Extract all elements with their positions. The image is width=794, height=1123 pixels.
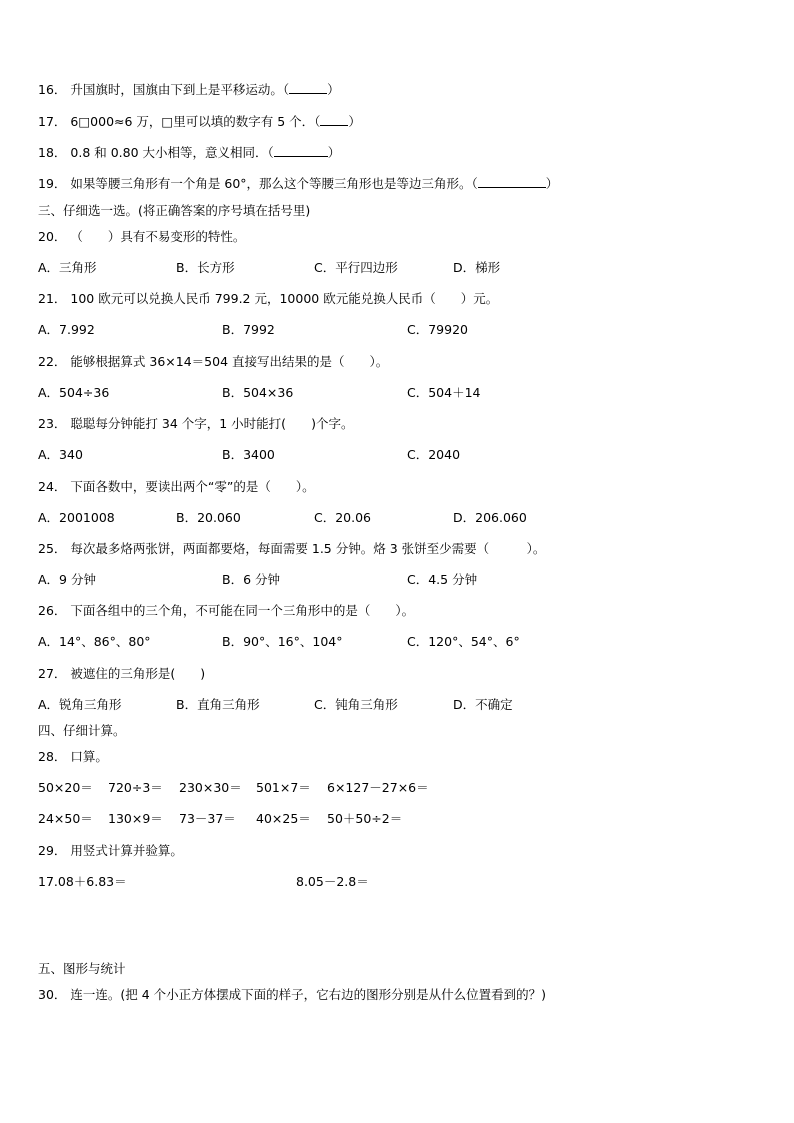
- question-number: 16．: [38, 82, 67, 97]
- mental-calc-item: 50＋50÷2＝: [327, 811, 403, 826]
- question-number: 23．: [38, 416, 67, 431]
- option-a[interactable]: A．9 分钟: [38, 572, 96, 587]
- question-text: 每次最多烙两张饼，两面都要烙，每面需要 1.5 分钟。烙 3 张饼至少需要（ ）。: [70, 541, 546, 556]
- question-text: 0.8 和 0.80 大小相等，意义相同．（: [70, 145, 274, 160]
- question-text: 下面各数中，要读出两个“零”的是（ ）。: [70, 479, 315, 494]
- question-text: 能够根据算式 36×14＝504 直接写出结果的是（ ）。: [70, 354, 389, 369]
- option-c[interactable]: C．504＋14: [407, 385, 481, 400]
- question-22: [38, 353, 388, 371]
- option-c[interactable]: C．79920: [407, 322, 468, 337]
- question-number: 28．: [38, 749, 67, 764]
- question-text: 100 欧元可以兑换人民币 799.2 元，10000 欧元能兑换人民币（ ）元。: [70, 291, 499, 306]
- close-paren: ）: [348, 114, 361, 129]
- question-text: 口算。: [70, 749, 108, 764]
- section-heading-4: 四、仔细计算。: [38, 723, 126, 738]
- question-text: 用竖式计算并验算。: [70, 843, 183, 858]
- option-a[interactable]: A．14°、86°、80°: [38, 634, 151, 649]
- question-number: 29．: [38, 843, 67, 858]
- option-b[interactable]: B．7992: [222, 322, 275, 337]
- question-20: [38, 228, 245, 246]
- question-number: 17．: [38, 114, 67, 129]
- answer-blank[interactable]: [274, 144, 328, 157]
- question-text: 连一连。(把 4 个小正方体摆成下面的样子，它右边的图形分别是从什么位置看到的？): [70, 987, 547, 1002]
- question-19: [38, 175, 558, 193]
- option-a[interactable]: A．三角形: [38, 260, 97, 275]
- option-a[interactable]: A．340: [38, 447, 83, 462]
- option-d[interactable]: D．不确定: [453, 697, 513, 712]
- close-paren: ）: [327, 82, 340, 97]
- question-text: 下面各组中的三个角，不可能在同一个三角形中的是（ ）。: [70, 603, 415, 618]
- question-23: [38, 415, 353, 433]
- question-28: [38, 748, 108, 766]
- question-number: 26．: [38, 603, 67, 618]
- mental-calc-item: 40×25＝: [256, 811, 311, 826]
- question-text: 如果等腰三角形有一个角是 60°，那么这个等腰三角形也是等边三角形。（: [70, 176, 478, 191]
- answer-blank[interactable]: [289, 81, 327, 94]
- option-d[interactable]: D．梯形: [453, 260, 501, 275]
- question-26: [38, 602, 414, 620]
- question-number: 21．: [38, 291, 67, 306]
- question-text: 聪聪每分钟能打 34 个字，1 小时能打( )个字。: [70, 416, 354, 431]
- written-calc-item: 17.08＋6.83＝: [38, 874, 127, 889]
- question-27: [38, 665, 205, 683]
- question-24: [38, 478, 315, 496]
- option-b[interactable]: B．90°、16°、104°: [222, 634, 343, 649]
- mental-calc-item: 130×9＝: [108, 811, 163, 826]
- option-a[interactable]: A．2001008: [38, 510, 115, 525]
- option-b[interactable]: B．3400: [222, 447, 275, 462]
- question-number: 24．: [38, 479, 67, 494]
- option-c[interactable]: C．平行四边形: [314, 260, 398, 275]
- mental-calc-item: 24×50＝: [38, 811, 93, 826]
- question-29: [38, 842, 183, 860]
- option-d[interactable]: D．206.060: [453, 510, 527, 525]
- question-number: 19．: [38, 176, 67, 191]
- option-b[interactable]: B．504×36: [222, 385, 294, 400]
- mental-calc-item: 230×30＝: [179, 780, 242, 795]
- question-number: 30．: [38, 987, 67, 1002]
- question-text: （ ）具有不易变形的特性。: [70, 229, 246, 244]
- question-16: [38, 81, 340, 99]
- option-a[interactable]: A．504÷36: [38, 385, 110, 400]
- option-b[interactable]: B．直角三角形: [176, 697, 260, 712]
- close-paren: ）: [545, 176, 559, 191]
- question-number: 18．: [38, 145, 67, 160]
- written-calc-item: 8.05－2.8＝: [296, 874, 369, 889]
- mental-calc-item: 50×20＝: [38, 780, 93, 795]
- answer-blank[interactable]: [478, 175, 546, 188]
- question-text: 被遮住的三角形是( ): [70, 666, 206, 681]
- question-text: 6□000≈6 万，□里可以填的数字有 5 个．（: [70, 114, 321, 129]
- close-paren: ）: [327, 145, 341, 160]
- option-b[interactable]: B．6 分钟: [222, 572, 281, 587]
- option-c[interactable]: C．2040: [407, 447, 461, 462]
- option-b[interactable]: B．20.060: [176, 510, 241, 525]
- option-c[interactable]: C．20.06: [314, 510, 372, 525]
- question-30: [38, 986, 546, 1004]
- section-heading-5: 五、图形与统计: [38, 961, 126, 976]
- question-number: 25．: [38, 541, 67, 556]
- option-c[interactable]: C．120°、54°、6°: [407, 634, 520, 649]
- question-text: 升国旗时，国旗由下到上是平移运动。（: [70, 82, 290, 97]
- question-number: 20．: [38, 229, 67, 244]
- mental-calc-item: 720÷3＝: [108, 780, 163, 795]
- question-number: 27．: [38, 666, 67, 681]
- option-a[interactable]: A．锐角三角形: [38, 697, 122, 712]
- option-c[interactable]: C．4.5 分钟: [407, 572, 478, 587]
- question-number: 22．: [38, 354, 67, 369]
- section-heading-3: 三、仔细选一选。(将正确答案的序号填在括号里): [38, 203, 311, 218]
- option-c[interactable]: C．钝角三角形: [314, 697, 398, 712]
- question-21: [38, 290, 498, 308]
- question-18: [38, 144, 340, 162]
- question-25: [38, 540, 545, 558]
- mental-calc-item: 501×7＝: [256, 780, 311, 795]
- mental-calc-item: 6×127－27×6＝: [327, 780, 429, 795]
- option-b[interactable]: B．长方形: [176, 260, 235, 275]
- question-17: [38, 113, 361, 131]
- mental-calc-item: 73－37＝: [179, 811, 236, 826]
- option-a[interactable]: A．7.992: [38, 322, 95, 337]
- answer-blank[interactable]: [320, 113, 348, 126]
